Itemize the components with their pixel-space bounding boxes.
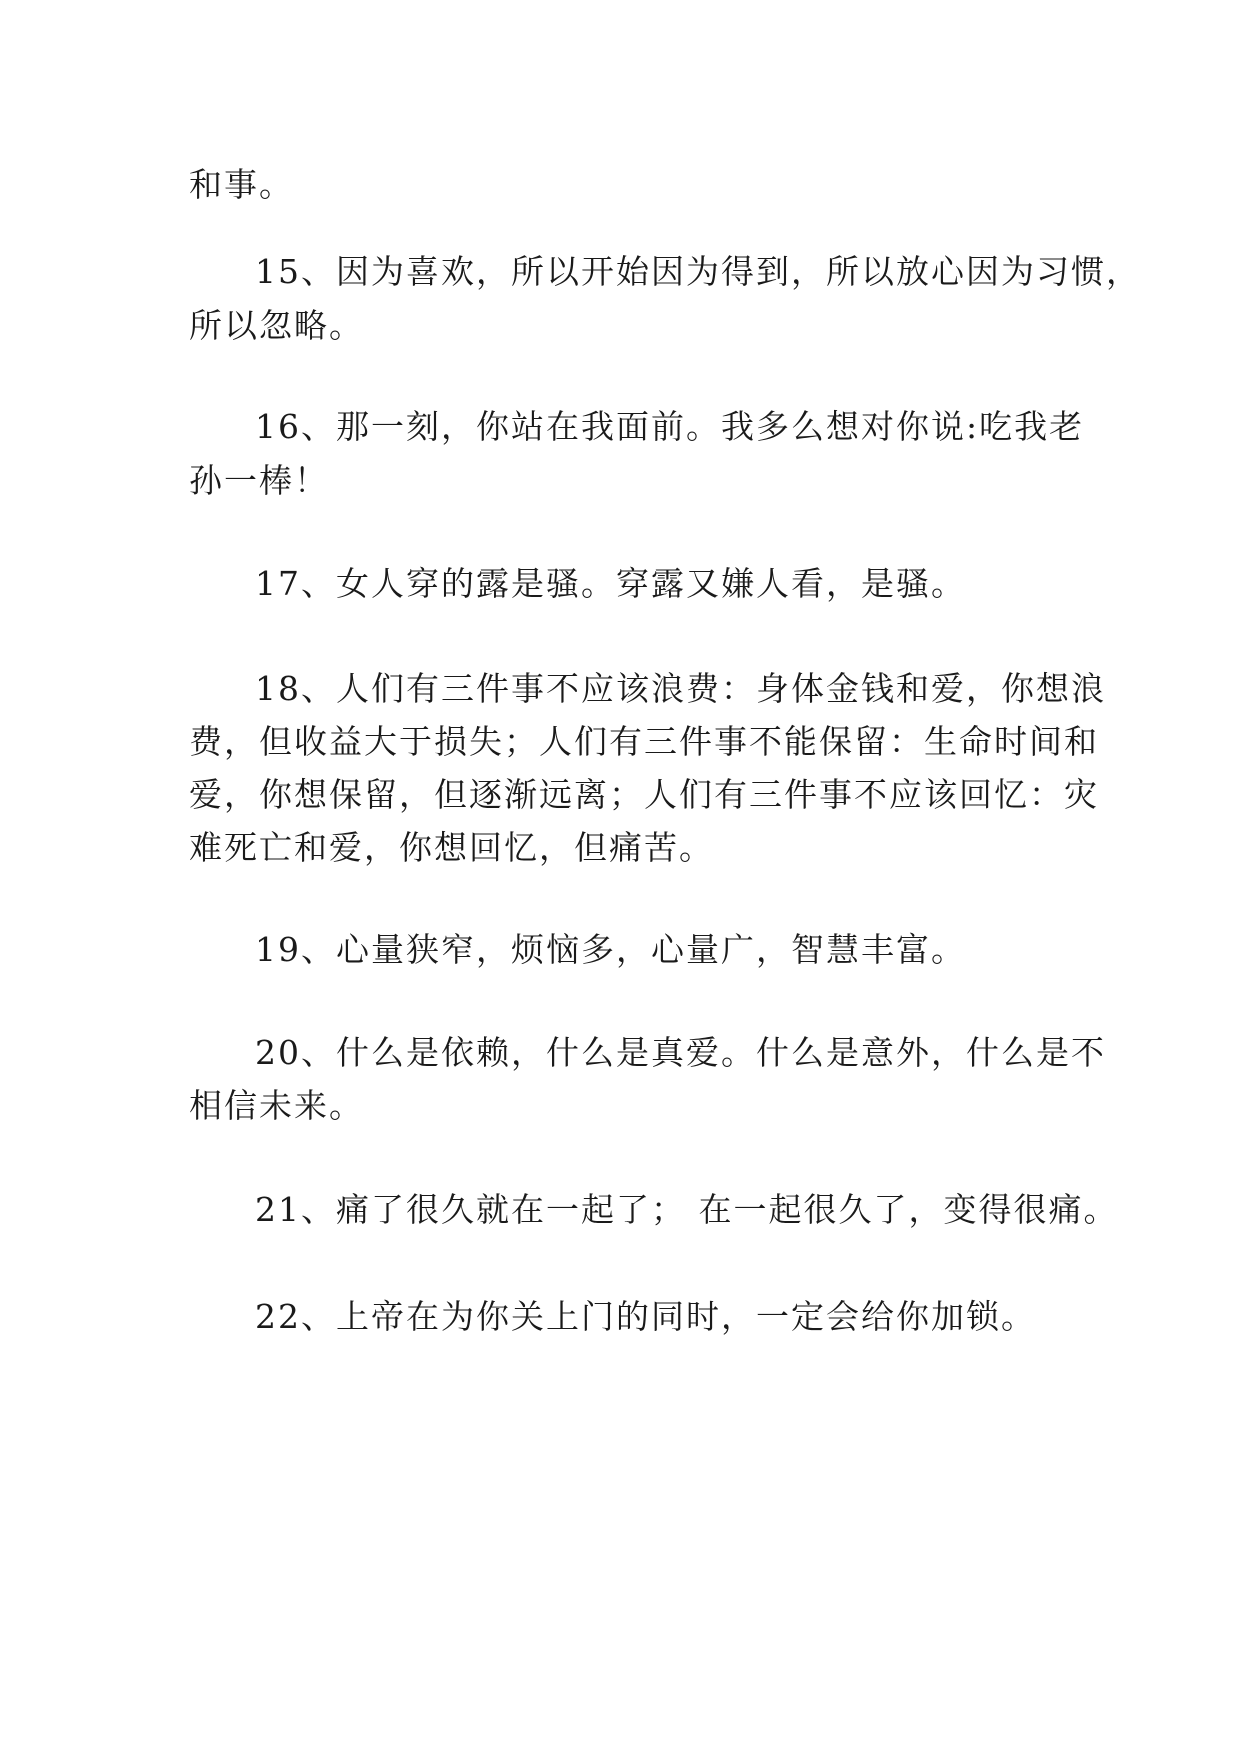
item-18-line-4: 难死亡和爱，你想回忆，但痛苦。 (189, 828, 714, 867)
item-18-line-1: 18、人们有三件事不应该浪费：身体金钱和爱，你想浪 (255, 669, 1106, 708)
item-17-line-1: 17、女人穿的露是骚。穿露又嫌人看，是骚。 (255, 564, 966, 603)
item-18-line-3: 爱，你想保留，但逐渐远离；人们有三件事不应该回忆：灾 (189, 775, 1099, 814)
item-20-line-2: 相信未来。 (189, 1086, 364, 1125)
item-19-line-1: 19、心量狭窄，烦恼多，心量广，智慧丰富。 (255, 930, 966, 969)
item-21-line-1: 21、痛了很久就在一起了； 在一起很久了，变得很痛。 (255, 1190, 1119, 1229)
item-15-line-1: 15、因为喜欢，所以开始因为得到，所以放心因为习惯， (255, 252, 1141, 291)
text-line-continuation: 和事。 (189, 165, 294, 204)
item-20-line-1: 20、什么是依赖，什么是真爱。什么是意外，什么是不 (255, 1033, 1106, 1072)
item-18-line-2: 费，但收益大于损失；人们有三件事不能保留：生命时间和 (189, 722, 1099, 761)
item-16-line-2: 孙一棒！ (189, 461, 329, 500)
item-16-line-1: 16、那一刻，你站在我面前。我多么想对你说:吃我老 (255, 407, 1085, 446)
item-15-line-2: 所以忽略。 (189, 306, 364, 345)
item-22-line-1: 22、上帝在为你关上门的同时，一定会给你加锁。 (255, 1297, 1036, 1336)
